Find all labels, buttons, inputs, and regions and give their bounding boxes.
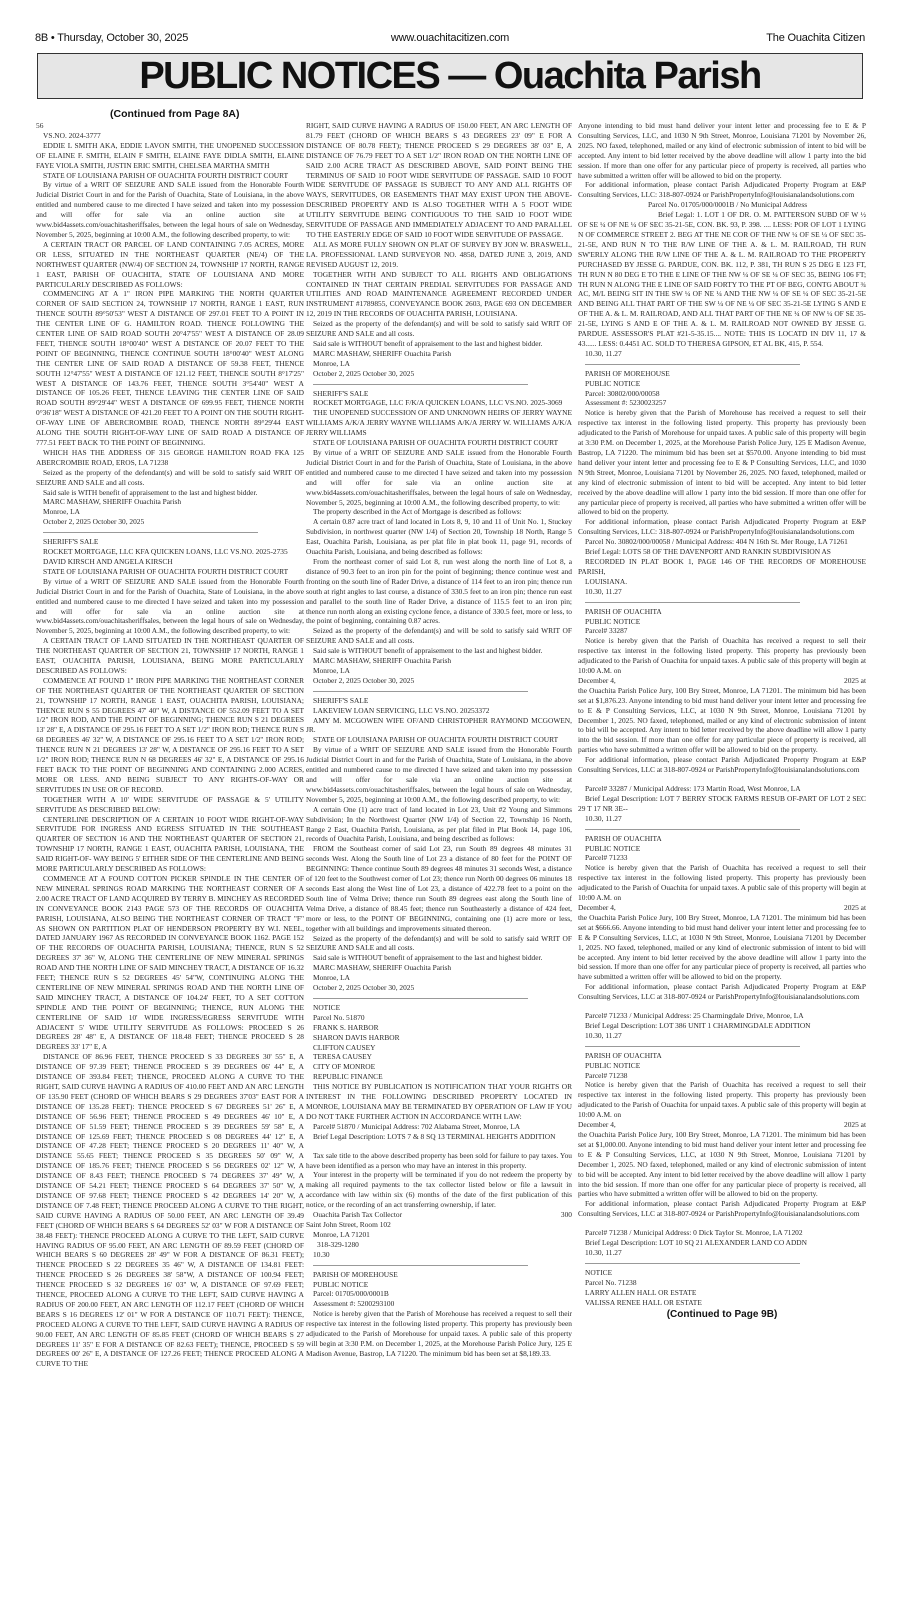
case-number: ROCKET MORTGAGE, LLC F/K/A QUICKEN LOANS, LLC VS.NO. 2025-3069 <box>313 398 563 408</box>
notice-subheading: PUBLIC NOTICE <box>585 378 641 388</box>
notice-heading: PARISH OF MOREHOUSE <box>585 368 670 378</box>
contact-info: For additional information, please contact Parish Adjudicated Property Program at E&P Consulting Services, LLC at 318-807-0924 or ParishPropertyInfo@louisianalandsolutions.com <box>578 755 866 775</box>
seized-text: Seized as the property of the defendant(s) and will be sold to satisfy said WRIT OF SEIZURE AND SALE and all costs. <box>306 933 572 953</box>
notice-subheading: PUBLIC NOTICE <box>585 616 641 626</box>
parcel-number: Parcel No. 51870 <box>313 1012 365 1022</box>
centerline-text: CENTERLINE DESCRIPTION OF A CERTAIN 10 FOOT WIDE RIGHT-OF-WAY SERVITUDE FOR INGRESS AND EGRESS SITUATED IN THE SOUTHEAST QUARTER OF SECTION 16 AND THE NORTHEAST QUARTER OF SECTION 21, TOWNSHIP 17 NORTH, RANGE 1 EAST, OUACHITA PARISH, LOUISIANA, THE SAID RIGHT-OF- WAY BEING 5' EITHER SIDE OF THE CENTERLINE AND BEING MORE PARTICULARLY DESCRIBED AS FOLLOWS: <box>36 814 304 874</box>
defendants: AMY M. MCGOWEN WIFE OF/AND CHRISTOPHER RAYMOND MCGOWEN, JR. <box>306 715 572 735</box>
brief-legal: Brief Legal: LOTS 58 OF THE DAVENPORT AND RANKIN SUBDIVISION AS <box>585 547 831 557</box>
publish-dates: 10.30, 11.27 <box>585 586 622 596</box>
column-3 <box>578 121 866 1319</box>
appraisement-text: Said sale is WITHOUT benefit of appraisement to the last and highest bidder. <box>313 338 543 348</box>
notice-number: 56 <box>36 121 44 130</box>
publish-dates: 10.30, 11.27 <box>585 348 622 358</box>
legal-description: COMMENCING AT A 1" IRON PIPE MARKING THE NORTH QUARTER CORNER OF SAID SECTION 24, TOWNSHIP 17 NORTH, RANGE 1 EAST, RUN THENCE SOUTH 89°50'53" WEST A DISTANCE OF 297.01 FEET TO A POINT IN THE CENTER LINE OF G. HAMILTON ROAD. THENCE FOLLOWING THE CENTER LINE OF SAID ROAD SOUTH 20°47'55" WEST A DISTANCE OF 28.09 FEET, THENCE SOUTH 18°00'40" WEST A DISTANCE OF 20.07 FEET TO THE POINT OF BEGINNING, THENCE CONTINUE SOUTH 18°00'40" WEST ALONG THE CENTER LINE OF SAID ROAD A DISTANCE OF 59.38 FEET, THENCE SOUTH 12°47'55" WEST A DISTANCE OF 121.12 FEET, THENCE SOUTH 8°17'25" WEST A DISTANCE OF 143.76 FEET, THENCE SOUTH 3°54'40" WEST A DISTANCE OF 105.26 FEET, THENCE LEAVING THE CENTER LINE OF SAID ROAD SOUTH 89°29'44" WEST A DISTANCE OF 699.95 FEET, THENCE NORTH 0°36'18" WEST A DISTANCE OF 421.20 FEET TO A POINT ON THE SOUTH RIGHT-OF-WAY LINE OF ABERCROMBIE ROAD, THENCE NORTH 89°29'44 EAST ALONG THE SOUTH RIGHT-OF-WAY LINE OF SAID ROAD A DISTANCE OF 777.51 FEET BACK TO THE POINT OF BEGINNING. <box>36 289 304 447</box>
notice-body: the Ouachita Parish Police Jury, 100 Bry Street, Monroe, LA 71201. The minimum bid has been set at $1,000.00. Anyone intending to bid must hand deliver your intent letter and processing fee to E & P Consulting Services, LLC, at 1030 N 9th Street, Monroe, Louisiana 71201 by December 1, 2025. NO faxed, telephoned, mailed or any kind of electronic submission of intent to bid will be accepted. Any intent to bid letter received by the above deadline will allow 1 party into the bid session. If more than one offer for any particular piece of property is received, all parties who have submitted a written offer will be allowed to bid on the property. <box>578 1130 866 1199</box>
paper-name: The Ouachita Citizen <box>766 32 865 44</box>
notice-heading: PARISH OF OUACHITA <box>585 1050 662 1060</box>
collector-phone: 318-329-1280 <box>317 1239 359 1249</box>
court: STATE OF LOUISIANA PARISH OF OUACHITA FOURTH DISTRICT COURT <box>43 566 289 576</box>
divider <box>585 1263 800 1264</box>
appraisement-text: Said sale is WITHOUT benefit of appraisement to the last and highest bidder. <box>313 646 543 656</box>
notice-body: Anyone intending to bid must hand deliver your intent letter and processing fee to E & P Consulting Services, LLC, and 1030 N 9th Street, Monroe, Louisiana 71201 by November 26, 2025. NO faxed, telephoned, mailed or any kind of electronic submission of intent to bid will be accepted. Any intent to bid letter received by the above deadline will allow 1 party into the bid session. If more than one offer for any particular piece of property is received, all parties who have submitted a written offer will be allowed to bid on the property. <box>578 121 866 180</box>
case-number: LAKEVIEW LOAN SERVICING, LLC VS.NO. 20253372 <box>313 705 490 715</box>
assessment-number: Assessment #: 5230023257 <box>585 398 667 408</box>
court: STATE OF LOUISIANA PARISH OF OUACHITA FOURTH DISTRICT COURT <box>313 438 559 448</box>
collector-city: Monroe, LA 71201 <box>313 1229 370 1239</box>
sale-year: 2025 at <box>844 1120 866 1130</box>
sale-date-row <box>578 903 866 913</box>
interest-text: Your interest in the property will be terminated if you do not redeem the property by making all required payments to the tax collector listed below or file a lawsuit in accordance with law within six (6) months of the date of the first publication of this notice, or the recording of an act transferring ownership, if later. <box>306 1170 572 1210</box>
sale-date-row <box>578 1120 866 1130</box>
legal-description: COMMENCE AT A FOUND COTTON PICKER SPINDLE IN THE CENTER OF NEW MINERAL SPRINGS ROAD MARKING THE NORTHEAST CORNER OF A 2.00 ACRE TRACT OF LAND ACQUIRED BY TERRY B. MINCHEY AS RECORDED IN CONVEYANCE BOOK 2143 PAGE 573 OF THE RECORDS OF OUACHITA PARISH, LOUISIANA, ALSO BEING THE NORTHEAST CORNER OF TRACT "F" AS SHOWN ON PARTITION PLAT OF HENDERSON PROPERTY BY W.I. NEEL, DATED JANUARY 1967 AS RECORDED IN CONVEYANCE BOOK 1162. PAGE 152 OF THE RECORDS OF OUACHITA PARISH, LOUISIANA; THENCE, RUN S 52 DEGREES 37' 36" W, ALONG THE CENTERLINE OF NEW MINERAL SPRINGS ROAD AND THE NORTH LINE OF SAID MINCHEY TRACT, A DISTANCE OF 16.32 FEET; THENCE RUN S 52 DEGREES 45' 54"W, CONTINUING ALONG THE CENTERLINE OF NEW MINERAL SPRINGS ROAD AND THE NORTH LINE OF SAID MINCHEY TRACT, A DISTANCE OF 104.24' FEET, TO A SET COTTON SPINDLE AND THE POINT OF BEGINNING; THENCE, RUN ALONG THE CENTERLINE OF SAID 10' WIDE INGRESS/EGRESS SERVITUDE WITH ADJACENT 5' WIDE UTILITY SERVITUDE AS FOLLOWS: PROCEED S 26 DEGREES 28' 48" E, A DISTANCE OF 118.48 FEET; THENCE PROCEED S 28 DEGREES 33' 17" E, A <box>36 873 304 1052</box>
city: Monroe, LA <box>313 665 350 675</box>
masthead <box>35 32 865 48</box>
tax-sale-text: Tax sale title to the above described property has been sold for failure to pay taxes. You have been identified as a person who may have an interest in this property. <box>306 1150 572 1170</box>
tract-text: A certain One (1) acre tract of land located in Lot 23, Unit #2 Young and Simmons Subdivision; In the Northwest Quarter (NW 1/4) of Section 22, Township 16 North, Range 2 East, Ouachita Parish, Louisiana, as per plat filed in Plat Book 14, page 106, records of Ouachita Parish, Louisiana, and being described as follows: <box>306 804 572 844</box>
owner-name: SHARON DAVIS HARBOR <box>313 1032 400 1042</box>
parcel-number: Parcel# 33287 <box>585 626 628 636</box>
notice-heading: PARISH OF MOREHOUSE <box>313 1269 398 1279</box>
tract-text: A CERTAIN TRACT OR PARCEL OF LAND CONTAINING 7.05 ACRES, MORE OR LESS, SITUATED IN THE NORTHEAST QUARTER (NE/4) OF THE NORTHWEST QUARTER (NW/4) OF SECTION 24, TOWNSHIP 17 NORTH, RANGE 1 EAST, PARISH OF OUACHITA, STATE OF LOUISIANA AND MORE PARTICULARLY DESCRIBED AS FOLLOWS: <box>36 239 304 289</box>
notice-heading: PARISH OF OUACHITA <box>585 833 662 843</box>
parcel-number: Parcel: 01705/000/0001B <box>313 1289 389 1299</box>
defendants: THE UNOPENED SUCCESSION OF AND UNKNOWN HEIRS OF JERRY WAYNE WILLIAMS A/K/A JERRY WAYNE WILLIAMS A/K/A JERRY W. WILLIAMS A/K/A JERRY WILLIAMS <box>306 408 572 438</box>
notice-subheading: PUBLIC NOTICE <box>585 843 641 853</box>
section-banner <box>37 53 863 99</box>
notice-subheading: PUBLIC NOTICE <box>313 1279 369 1289</box>
notice-heading: PARISH OF OUACHITA <box>585 606 662 616</box>
tax-collector-number: 300 <box>560 1210 572 1220</box>
writ-text: By virtue of a WRIT OF SEIZURE AND SALE issued from the Honorable Fourth Judicial District Court in and for the Parish of Ouachita, State of Louisiana, in the above entitled and numbered cause to me directed I have seized and taken into my possession and will offer for sale via an online auction site at www.bid4assets.com/ouachitasheriffsales, between the legal hours of sale on Wednesday, November 5, 2025, beginning at 10:00 A.M., the following described property, to wit: <box>36 576 304 636</box>
seized-text: Seized as the property of the defendant(s) and will be sold to satisfy said WRIT OF SEIZURE AND SALE and all costs. <box>36 467 304 487</box>
divider <box>43 532 258 533</box>
parcel-number: Parcel# 71238 <box>585 1070 628 1080</box>
contact-info: For additional information, please contact Parish Adjudicated Property Program at E&P Consulting Services, LLC: 318-807-0924 or ParishPropertyInfo@louisianalandsolutions.com <box>578 517 866 537</box>
seized-text: Seized as the property of the defendant(s) and will be sold to satisfy said WRIT OF SEIZURE AND SALE and all costs. <box>306 626 572 646</box>
owner-name: TERESA CAUSEY <box>313 1052 372 1062</box>
notice-body: the Ouachita Parish Police Jury, 100 Bry Street, Monroe, LA 71201. The minimum bid has been set at $1,876.23. Anyone intending to bid must hand deliver your intent letter and processing fee to E & P Consulting Services, LLC, at 1030 N 9th Street, Monroe, Louisiana 71201 by December 1, 2025. NO faxed, telephoned, mailed or any kind of electronic submission of intent to bid will be accepted. Any intent to bid letter received by the above deadline will allow 1 party into the bid session. If more than one offer for any particular piece of property is received, all parties who have submitted a written offer will be allowed to bid on the property. <box>578 685 866 755</box>
contact-info: For additional information, please contact Parish Adjudicated Property Program at E&P Consulting Services, LLC at 318-807-0924 or ParishPropertyInfo@louisianalandsolutions.com <box>578 982 866 1002</box>
legal-description: DISTANCE OF 86.96 FEET, THENCE PROCEED S 33 DEGREES 30' 55" E, A DISTANCE OF 97.39 FEET; THENCE PROCEED S 39 DEGREES 06' 44" E, A DISTANCE OF 393.84 FEET; THENCE, PROCEED ALONG A CURVE TO THE RIGHT, SAID CURVE HAVING A RADIUS OF 410.00 FEET AND AN ARC LENGTH OF 135.90 FEET (CHORD OF WHICH BEARS S 29 DEGREES 37'03" EAST FOR A DISTANCE OF 135.28 FEET): THENCE PROCEED S 67 DEGREES 51' 26" E, A DISTANCE OF 56.96 FEET; THENCE PROCEED S 49 DEGREES 46' 10" E, A DISTANCE OF 51.59 FEET; THENCE PROCEED S 39 DEGREES 59' 58" E, A DISTANCE OF 125.69 FEET; THENCE PROCEED S 08 DEGREES 44' 12" E, A DISTANCE OF 47.28 FEET; THENCE PROCEED S 20 DEGREES 11' 40" W, A DISTANCE 55.65 FEET; THENCE PROCEED S 35 DEGREES 50' 09" W, A DISTANCE OF 185.76 FEET; THENCE PROCEED S 56 DEGREES 02' 12" W, A DISTANCE OF 8.43 FEET; THENCE PROCEED S 74 DEGREES 37' 49" W, A DISTANCE OF 54.21 FEET; THENCE PROCEED S 64 DEGREES 37' 50" W, A DISTANCE OF 97.68 FEET; THENCE PROCEED S 42 DEGREES 14' 20" W, A DISTANCE OF 7.48 FEET; THENCE PROCEED ALONG A CURVE TO THE RIGHT, SAID CURVE HAVING A RADIUS OF 50.00 FEET, AN ARC LENGTH OF 39.49 FEET (CHORD OF WHICH BEARS S 64 DEGREES 52' 03" W FOR A DISTANCE OF 38.48 FEET): THENCE PROCEED ALONG A CURVE TO THE LEFT, SAID CURVE HAVING RADIUS OF 95.00 FEET, AN ARC LENGTH OF 89.59 FEET (CHORD OF WHICH BEARS S 60 DEGREES 28' 49" W FOR A DISTANCE OF 86.31 FEET); THENCE PROCEED S 22 DEGREES 35 46" W, A DISTANCE OF 134.81 FEET: THENCE PROCEED S 26 DEGREES 38' 58"W, A DISTANCE OF 100.94 FEET; THENCE PROCEED S 32 DEGREES 16' 03" W, A DISTANCE OF 97.69 FEET; THENCE, PROCEED ALONG A CURVE TO THE LEFT, SAID CURVE HAVING A RADIUS OF 200.00 FEET, AN ARC LENGTH OF 112.17 FEET (CHORD OF WHICH BEARS S 16 DEGREES 12' 01" W FOR A DISTANCE OF 110.71 FEET): THENCE, PROCEED ALONG A CURVE TO THE LEFT, SAID CURVE HAVING A RADIUS OF 90.00 FEET, AN ARC LENGTH OF 85.85 FEET (CHORD OF WHICH BEARS S 27 DEGREES 11' 35" E FOR A DISTANCE OF 82.63 FEET); THENCE, PROCEED S 59 DEGREES 00' 26" E, A DISTANCE OF 127.26 FEET; THENCE PROCEED ALONG A CURVE TO THE <box>36 1052 304 1369</box>
legal-description: FROM the Southeast corner of said Lot 23, run South 89 degrees 48 minutes 31 seconds West. Along the South line of Lot 23 a distance of 80 feet for the POINT OF BEGINNING: Thence continue South 89 degrees 48 minutes 31 seconds West, a distance of 120 feet to the Southwest corner of Lot 23; thence run North 00 degrees 06 minutes 18 seconds East along the West line of Lot 23, a distance of 422.78 feet to a point on the South line of Velma Drive; thence run South 89 degrees east along the South line of Velma Drive, a distance of 88.45 feet; thence run Southeasterly a distance of 424 feet, more or less, to the POINT OF BEGINNING, containing one (1) acre more or less, together with all buildings and improvements situated thereon. <box>306 844 572 933</box>
website-link[interactable]: www.ouachitacitizen.com <box>390 32 510 44</box>
brief-legal: Brief Legal Description: LOT 10 SQ 21 ALEXANDER LAND CO ADDN <box>585 1238 807 1248</box>
city: Monroe, LA <box>313 973 350 983</box>
publish-dates: October 2, 2025 October 30, 2025 <box>313 983 415 993</box>
divider <box>313 1265 528 1266</box>
sheriff-signature: MARC MASHAW, SHERIFF Ouachita Parish <box>313 348 452 358</box>
page-date: 8B • Thursday, October 30, 2025 <box>35 32 189 44</box>
owner-name: FRANK S. HARBOR <box>313 1022 379 1032</box>
parcel-number: Parcel: 30802/000/00058 <box>585 388 660 398</box>
city: Monroe, LA <box>313 358 350 368</box>
sheriff-signature: MARC MASHAW, SHERIFF Ouachita Parish <box>43 497 182 507</box>
sale-date: December 4, <box>578 675 616 685</box>
city: Monroe, LA <box>43 507 80 517</box>
mortgage-text: The property described in the Act of Mortgage is described as follows: <box>313 507 522 517</box>
publish-dates: October 2, 2025 October 30, 2025 <box>43 517 145 527</box>
owner-name: LARRY ALLEN HALL OR ESTATE <box>585 1287 697 1297</box>
divider <box>313 691 528 692</box>
writ-text: By virtue of a WRIT OF SEIZURE AND SALE issued from the Honorable Fourth Judicial District Court in and for the Parish of Ouachita, State of Louisiana, in the above entitled and numbered cause to me directed I have seized and taken into my possession and will offer for sale via an online auction site at www.bid4assets.com/ouachitasheriffsales, between the legal hours of sale on Wednesday, November 5, 2025, beginning at 10:00 A.M., the following described property, to wit: <box>306 745 572 804</box>
brief-legal: Brief Legal Description: LOT 386 UNIT 1 CHARMINGDALE ADDITION <box>585 1020 811 1030</box>
continued-from: (Continued from Page 8A) <box>110 108 240 120</box>
legal-description: RIGHT, SAID CURVE HAVING A RADIUS OF 150.00 FEET, AN ARC LENGTH OF 81.79 FEET (CHORD OF WHICH BEARS S 43 DEGREES 23' 09" E FOR A DISTANCE OF 80.78 FEET); THENCE PROCEED S 29 DEGREES 38' 03" E, A DISTANCE OF 76.79 FEET TO A SET 1/2" IRON ROAD ON THE NORTH LINE OF SAID 2.00 ACRE TRACT AS DESCRIBED ABOVE, SAID POINT BEING THE TERMINUS OF SAID 10 FOOT WIDE SERVITUDE OF PASSAGE. SAID 10 FOOT WIDE SERVITUDE OF PASSAGE IS SUBJECT TO ANY AND ALL RIGHTS OF WAYS, SERVITUDES, OR EASEMENTS THAT MAY EXIST UPON THE ABOVE-DESCRIBED PROPERTY AND IS ALSO TOGETHER WITH A 5 FOOT WIDE UTILITY SERVITUDE BEING CONTIGUOUS TO THE SAID 10 FOOT WIDE SERVITUDE OF PASSAGE AND IMMEDIATELY ADJACENT TO AND PARALLEL TO THE EASTERLY EDGE OF SAID 10 FOOT WIDE SERVITUDE OF PASSAGE. <box>306 121 572 239</box>
appraisement-text: Said sale is WITH benefit of appraisement to the last and highest bidder. <box>43 487 258 497</box>
notice-body: Notice is hereby given that the Parish of Ouachita has received a request to sell their respective tax interest in the following listed property. This property has previously been adjudicated to the Parish of Ouachita for unpaid taxes. A public sale of this property will begin at 10:00 A.M. on <box>578 863 866 903</box>
parcel-address: Parcel No. 01705/000/0001B / No Municipal Address <box>648 200 808 210</box>
defendants: EDDIE L SMITH AKA, EDDIE LAVON SMITH, THE UNOPENED SUCCESSION OF ELAINE F. SMITH, ELAIN F SMITH, ELAINE FAYE DIDLA SMITH, ELAINE FAYE VIOLA SMITH, JUSTIN ERIC SMITH, CHELSEA MARTHA SMITH <box>36 140 304 170</box>
contact-info: For additional information, please contact Parish Adjudicated Property Program at E&P Consulting Services, LLC at 318-807-0924 or ParishPropertyInfo@louisianalandsolutions.com <box>578 1199 866 1219</box>
sale-year: 2025 at <box>844 675 866 685</box>
parcel-address: Parcel# 51870 / Municipal Address: 702 Alabama Street, Monroe, LA <box>313 1121 521 1131</box>
divider <box>585 602 800 603</box>
brief-legal: Brief Legal: 1. LOT 1 OF DR. O. M. PATTERSON SUBD OF W ½ OF SE ¼ OF NE ¼ OF SEC 35-21-5E, CON. BK. 93, P. 398. .... LESS: POR OF LOT 1 LYING N OF COMMERCE STREET 2. BEG AT THE NE COR OF THE NW ¼ OF SE ¼ OF SEC 35-21-5E, AND RUN N TO THE R/W LINE OF THE A. & L. M. RAILROAD, TH RUN SW'ERLY ALONG THE R/W LINE OF THE A. & L. M. RAILROAD TO THE PROPERTY PURCHASED BY JESSE G. PARDUE, CON. BK. 112, P. 381, TH RUN S 25 DEG E 123 FT, TH RUN N 80 DEG E TO THE E LINE OF THE NW ¼ OF SE ¼ OF SEC 35, BEING 106 FT; TH RUN N ALONG THE E LINE OF SAID FORTY TO THE PT OF BEG, CONTG ABOUT ¾ AC, M/L BEING SIT IN THE SW ¼ OF NE ¼ AND THE NW ¼ OF SE ¼ OF SEC 35-21-5E AND BEING ALL THAT PART OF THE SW ¼ OF NE ¼ OF SEC 35-21-5E LYING S AND E OF THE A. & L. M. RAILROAD, AND ALL THAT PART OF THE NE ¼ OF NW ¼ OF SE 35-21-5E, LYING S AND E OF THE A. & L. M. RAILROAD NOT OWNED BY JESSE G. PARDUE. ASSESSOR'S PLAT #21-5-35.15.... NOTE: THIS IS LOCATD IN DIV 11, 17 & 43...... LESS: 0.4451 AC. SOLD TO THERESA GIPSON, ET AL BK, 415, P. 554. <box>578 210 866 348</box>
tract-text: A certain 0.87 acre tract of land located in Lots 8, 9, 10 and 11 of Unit No. 1, Stuckey Subdivision, in northwest quarter (NW 1/4) of Section 20, Township 18 North, Range 5 East, Ouachita Parish, Louisiana, as per plat file in plat book 11, page 91, records of Ouachita Parish, Louisiana, and being described as follows: <box>306 517 572 557</box>
court: STATE OF LOUISIANA PARISH OF OUACHITA FOURTH DISTRICT COURT <box>43 170 289 180</box>
notice-body: THIS NOTICE BY PUBLICATION IS NOTIFICATION THAT YOUR RIGHTS OR INTEREST IN THE FOLLOWING DESCRIBED PROPERTY LOCATED IN MONROE, LOUISIANA MAY BE TERMINATED BY OPERATION OF LAW IF YOU DO NOT TAKE FURTHER ACTION IN ACCORDANCE WITH LAW: <box>306 1082 572 1121</box>
sale-date: December 4, <box>578 902 616 912</box>
parcel-number: Parcel No. 71238 <box>585 1277 637 1287</box>
sale-year: 2025 at <box>844 902 866 912</box>
brief-legal: Brief Legal Description: LOTS 7 & 8 SQ 13 TERMINAL HEIGHTS ADDITION <box>313 1131 556 1141</box>
notice-body: the Ouachita Parish Police Jury, 100 Bry Street, Monroe, LA 71201. The minimum bid has been set at $666.66. Anyone intending to bid must hand deliver your intent letter and processing fee to E & P Consulting Services, LLC, at 1030 N 9th Street, Monroe, Louisiana 71201 by December 1, 2025. NO faxed, telephoned, mailed or any kind of electronic submission of intent to bid will be accepted. Any intent to bid letter received by the above deadline will allow 1 party into the bid session. If more than one offer for any particular piece of property is received, all parties who have submitted a written offer will be allowed to bid on the property. <box>578 912 866 982</box>
continued-to: (Continued to Page 9B) <box>666 1308 778 1320</box>
sale-date-row <box>578 676 866 686</box>
notice-heading: NOTICE <box>313 1002 341 1012</box>
notice-heading: SHERIFF'S SALE <box>43 537 99 547</box>
survey-text: ALL AS MORE FULLY SHOWN ON PLAT OF SURVEY BY JON W. BRASWELL, LA. PROFESSIONAL LAND SURVEYOR NO. 4858, DATED JUNE 3, 2019, AND REVISED AUGUST 12, 2019. <box>306 239 572 269</box>
tract-text: A CERTAIN TRACT OF LAND SITUATED IN THE NORTHEAST QUARTER OF THE NORTHEAST QUARTER OF SECTION 21, TOWNSHIP 17 NORTH, RANGE 1 EAST, OUACHITA PARISH, LOUISIANA, BEING MORE PARTICULARLY DESCRIBED AS FOLLOWS: <box>36 636 304 675</box>
divider <box>585 829 800 830</box>
notice-body: Notice is hereby given that the Parish of Ouachita has received a request to sell their respective tax interest in the following listed property. This property has previously been adjudicated to the Parish of Ouachita for unpaid taxes. A public sale of this property will begin at 10:00 A.M. on <box>578 1080 866 1120</box>
owner-name: VALISSA RENEE HALL OR ESTATE <box>585 1297 702 1307</box>
servitude-text: TOGETHER WITH A 10' WIDE SERVITUDE OF PASSAGE & 5' UTILITY SERVITUDE AS DESCRIBED BELOW: <box>36 794 304 814</box>
publish-dates: 10.30 <box>313 1249 330 1259</box>
owner-name: CITY OF MONROE <box>313 1062 376 1072</box>
publish-dates: 10.30, 11.27 <box>585 813 622 823</box>
column-1 <box>36 121 304 1369</box>
divider <box>313 998 528 999</box>
recorded-text: RECORDED IN PLAT BOOK 1, PAGE 146 OF THE RECORDS OF MOREHOUSE PARISH, <box>578 556 866 576</box>
parcel-address: Parcel# 33287 / Municipal Address: 173 Martin Road, West Monroe, LA <box>585 784 801 793</box>
servitude-text: TOGETHER WITH AND SUBJECT TO ALL RIGHTS AND OBLIGATIONS CONTAINED IN THAT CERTAIN PREDIAL SERVITUDES FOR PASSAGE AND UTILITIES AND ROAD MAINTENANCE AGREEMENT RECORDED UNDER INSTRUMENT #1789855, CONVEYANCE BOOK 2603, PAGE 693 ON DECEMBER 12, 2019 IN THE RECORDS OF OUACHITA PARISH, LOUISIANA. <box>306 269 572 319</box>
writ-text: By virtue of a WRIT OF SEIZURE AND SALE issued from the Honorable Fourth Judicial District Court in and for the Parish of Ouachita, State of Louisiana, in the above entitled and numbered cause to me directed I have seized and taken into my possession and will offer for sale via an online auction site at www.bid4assets.com/ouachitasheriffsales, between the legal hours of sale on Wednesday, November 5, 2025, beginning at 10:00 A.M., the following described property, to wit: <box>36 180 304 239</box>
contact-info: For additional information, please contact Parish Adjudicated Property Program at E&P Consulting Services, LLC: 318-807-0924 or ParishPropertyInfo@louisianalandsolutions.com <box>578 180 866 200</box>
tax-collector: Ouachita Parish Tax Collector <box>313 1210 403 1220</box>
state: LOUISIANA. <box>585 576 628 586</box>
owner-name: REPUBLIC FINANCE <box>313 1072 383 1082</box>
sheriff-signature: MARC MASHAW, SHERIFF Ouachita Parish <box>313 963 452 973</box>
notice-body: Notice is hereby given that the Parish of Morehouse has received a request to sell their respective tax interest in the following listed property. This property has previously been adjudicated to the Parish of Morehouse for unpaid taxes. A public sale of this property will begin at 3:30 P.M. on December 1, 2025, at the Morehouse Parish Police Jury, 125 E Madison Avenue, Bastrop, LA 71220. The minimum bid has been set at $570.00. Anyone intending to bid must hand deliver your intent letter and processing fee to E & P Consulting Services, LLC, and 1030 N 9th Street, Monroe, Louisiana 71201 by November 26, 2025. NO faxed, telephoned, mailed or any kind of electronic submission of intent to bid will be accepted. Any intent to bid letter received by the above deadline will allow 1 party into the bid session. If more than one offer for any particular piece of property is received, all parties who have submitted a written offer will be allowed to bid on the property. <box>578 408 866 517</box>
notice-body: Notice is hereby given that the Parish of Ouachita has received a request to sell their respective tax interest in the following listed property. This property has previously been adjudicated to the Parish of Ouachita for unpaid taxes. A public sale of this property will begin at 10:00 A.M. on <box>578 636 866 676</box>
defendants: DAVID KIRSCH AND ANGELA KIRSCH <box>43 556 173 566</box>
collector-street: Saint John Street, Room 102 <box>306 1219 391 1229</box>
notice-heading: NOTICE <box>585 1267 613 1277</box>
sale-date: December 4, <box>578 1120 616 1130</box>
divider <box>313 384 528 385</box>
notice-subheading: PUBLIC NOTICE <box>585 1060 641 1070</box>
case-number: ROCKET MORTGAGE, LLC KFA QUICKEN LOANS, LLC VS.NO. 2025-2735 <box>43 547 288 557</box>
court: STATE OF LOUISIANA PARISH OF OUACHITA FOURTH DISTRICT COURT <box>313 735 559 745</box>
assessment-number: Assessment #: 5200293100 <box>313 1299 395 1309</box>
column-2 <box>306 121 572 1359</box>
parcel-address: Parcel# 71238 / Municipal Address: 0 Dick Taylor St. Monroe, LA 71202 <box>585 1228 803 1238</box>
divider <box>585 364 800 365</box>
publish-dates: October 2, 2025 October 30, 2025 <box>313 368 415 378</box>
brief-legal: Brief Legal Description: LOT 7 BERRY STOCK FARMS RESUB OF-PART OF LOT 2 SEC 29 T 17 NR 3E-- <box>578 793 866 813</box>
publish-dates: 10.30, 11.27 <box>585 1247 622 1257</box>
notice-body: Notice is hereby given that the Parish of Morehouse has received a request to sell their respective tax interest in the following listed property. This property has previously been adjudicated to the Parish of Morehouse for unpaid taxes. A public sale of this property will begin at 3:30 P.M. on December 1, 2025, at the Morehouse Parish Police Jury, 125 E Madison Avenue, Bastrop, LA 71220. The minimum bid has been set at $8,189.33. <box>306 1309 572 1358</box>
sheriff-signature: MARC MASHAW, SHERIFF Ouachita Parish <box>313 656 452 666</box>
seized-text: Seized as the property of the defendant(s) and will be sold to satisfy said WRIT OF SEIZURE AND SALE and all costs. <box>306 319 572 339</box>
parcel-address: Parcel# 71233 / Municipal Address: 25 Charmingdale Drive, Monroe, LA <box>585 1011 804 1021</box>
appraisement-text: Said sale is WITHOUT benefit of appraisement to the last and highest bidder. <box>313 953 543 963</box>
parcel-address: Parcel No. 30802/000/00058 / Municipal Address: 404 N 16th St. Mer Rouge, LA 71261 <box>585 537 848 547</box>
case-number: VS.NO. 2024-3777 <box>43 130 101 140</box>
tax-collector-row <box>306 1210 572 1220</box>
publish-dates: 10.30, 11.27 <box>585 1030 622 1040</box>
owner-name: CLIFTON CAUSEY <box>313 1042 376 1052</box>
legal-description: COMMENCE AT FOUND 1" IRON PIPE MARKING THE NORTHEAST CORNER OF THE NORTHEAST QUARTER OF THE NORTHEAST QUARTER OF SECTION 21, TOWNSHIP 17 NORTH, RANGE 1 EAST, OUACHITA PARISH, LOUISIANA; THENCE RUN S 55 DEGREES 47' 40" W, A DISTANCE OF 552.09 FEET TO A SET 1/2" IRON ROD, AND THE POINT OF BEGINNING; THENCE RUN S 21 DEGREES 13' 28" E, A DISTANCE OF 295.16 FEET TO A SET 1/2" IRON ROD; THENCE RUN S 68 DEGREES 46' 32" W, A DISTANCE OF 295.16 FEET TO A SET 1/2" IRON ROD; THENCE RUN N 21 DEGREES 13' 28" W, A DISTANCE OF 295.16 FEET TO A SET 1/2" IRON ROD; THENCE RUN N 68 DEGREES 46' 32" E, A DISTANCE OF 295.16 FEET BACK TO THE POINT OF BEGINNING AND CONTAINING 2.000 ACRES, MORE OR LESS. AND BEING SUBJECT TO ANY RIGHTS-OF-WAY OR SERVITUDES IN USE OR OF RECORD. <box>36 675 304 794</box>
section-title: PUBLIC NOTICES — Ouachita Parish <box>139 55 761 97</box>
parcel-number: Parcel# 71233 <box>585 853 628 863</box>
property-address: WHICH HAS THE ADDRESS OF 315 GEORGE HAMILTON ROAD FKA 125 ABERCROMBIE ROAD, EROS, LA 71238 <box>36 447 304 467</box>
writ-text: By virtue of a WRIT OF SEIZURE AND SALE issued from the Honorable Fourth Judicial District Court in and for the Parish of Ouachita, State of Louisiana, in the above entitled and numbered cause to me directed I have seized and taken into my possession and will offer for sale via an online auction site at www.bid4assets.com/ouachitasheriffsales, between the legal hours of sale on Wednesday, November 5, 2025, beginning at 10:00 A.M., the following described property, to wit: <box>306 448 572 507</box>
legal-description: From the northeast corner of said Lot 8, run west along the north line of Lot 8, a distance of 90.3 feet to an iron pin for the point of beginning; thence continue west and fronting on the south line of Rader Drive, a distance of 114 feet to an iron pin; thence run south at right angles to last course, a distance of 330.5 feet to an iron pin; thence run east and parallel to the south line of Rader Drive, a distance of 115.5 feet to an iron pin; thence run north along an existing cyclone fence, a distance of 330.5 feet, more or less, to the point of beginning, containing 0.87 acres. <box>306 556 572 626</box>
notice-heading: SHERIFF'S SALE <box>313 695 369 705</box>
notice-heading: SHERIFF'S SALE <box>313 388 369 398</box>
divider <box>585 1046 800 1047</box>
publish-dates: October 2, 2025 October 30, 2025 <box>313 675 415 685</box>
